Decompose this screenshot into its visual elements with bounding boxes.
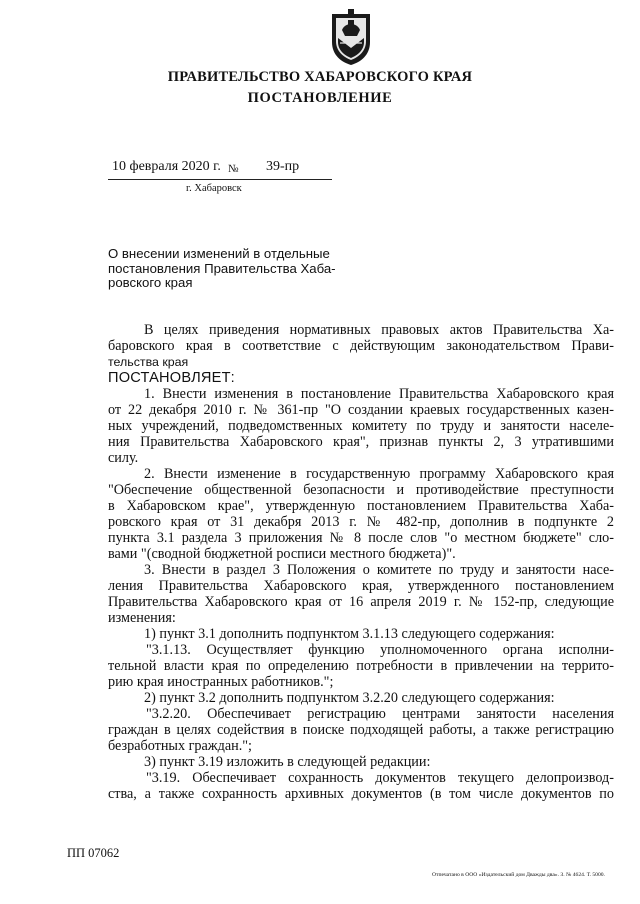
body-line: ния Правительства Хабаровского края", признав пункты 2, 3 утратившими	[108, 434, 614, 450]
document-type: ПОСТАНОВЛЕНИЕ	[247, 90, 393, 106]
body-line: вами "(сводной бюджетной росписи местного бюджета)".	[108, 546, 456, 562]
body-line: баровского края в соответствие с действующим законодательством Прави-	[108, 338, 614, 354]
document-subject	[108, 247, 348, 291]
body-line: В целях приведения нормативных правовых актов Правительства Ха-	[144, 322, 614, 338]
body-line: 3) пункт 3.19 изложить в следующей редакции:	[144, 754, 431, 770]
body-line: ления Правительства Хабаровского края, утвержденного постановлением	[108, 578, 614, 594]
document-city: г. Хабаровск	[186, 183, 242, 194]
printer-imprint: Отпечатано в ООО «Издательский дом Дважды два». З. № 4624. Т. 5000.	[432, 872, 605, 878]
body-line: в Хабаровском крае", утвержденную постановлением Правительства Хаба-	[108, 498, 614, 514]
body-line: 2. Внести изменение в государственную программу Хабаровского края	[144, 466, 614, 482]
body-line: "3.1.13. Осуществляет функцию уполномоченного органа исполни-	[146, 642, 614, 658]
government-name: ПРАВИТЕЛЬСТВО ХАБАРОВСКОГО КРАЯ	[167, 69, 473, 85]
body-line: от 22 декабря 2010 г. № 361-пр "О создании краевых государственных казен-	[108, 402, 614, 418]
body-line: граждан в целях содействия в поиске подходящей работы, а также регистрацию	[108, 722, 614, 738]
document-date: 10 февраля 2020 г.	[112, 159, 221, 174]
body-line: 3. Внести в раздел 3 Положения о комитете по труду и занятости насе-	[144, 562, 614, 578]
subject-line: постановления Правительства Хаба-	[108, 260, 336, 276]
subject-line: ровского края	[108, 275, 193, 291]
document-number: 39-пр	[266, 159, 300, 174]
body-line: "3.19. Обеспечивает сохранность документов текущего делопроизвод-	[146, 770, 614, 786]
body-line: Правительства Хабаровского края от 16 апреля 2019 г. № 152-пр, следующие	[108, 594, 614, 610]
body-line: тельства края	[108, 355, 189, 369]
document-code: ПП 07062	[67, 846, 120, 860]
body-line: ных учреждений, подведомственных комитету по труду и занятости населе-	[108, 418, 614, 434]
body-line: пункта 3.1 раздела 3 приложения № 8 после слов "о местном бюджете" сло-	[108, 530, 614, 546]
body-line: 1) пункт 3.1 дополнить подпунктом 3.1.13 следующего содержания:	[144, 626, 555, 642]
document-body	[108, 322, 614, 802]
body-line: тельной власти края по определению потребности в привлечении на террито-	[108, 658, 614, 674]
body-line: "Обеспечение общественной безопасности и противодействие преступности	[108, 482, 614, 498]
coat-of-arms-icon	[329, 8, 373, 66]
body-line: ства, а также сохранность архивных документов (в том числе документов по	[108, 786, 614, 802]
body-line: рию края иностранных работников.";	[108, 674, 334, 690]
body-line: "3.2.20. Обеспечивает регистрацию центрами занятости населения	[146, 706, 614, 722]
body-line: силу.	[108, 450, 139, 466]
date-number-line	[108, 159, 332, 180]
body-line: 2) пункт 3.2 дополнить подпунктом 3.2.20 следующего содержания:	[144, 690, 555, 706]
body-line: изменения:	[108, 610, 176, 626]
number-sign: №	[228, 163, 239, 175]
subject-line: О внесении изменений в отдельные	[108, 246, 330, 261]
body-line: ровского края от 31 декабря 2013 г. № 482-пр, дополнив в подпункте 2	[108, 514, 614, 530]
body-line: 1. Внести изменения в постановление Правительства Хабаровского края	[144, 386, 614, 402]
resolves-heading: ПОСТАНОВЛЯЕТ:	[108, 370, 235, 386]
body-line: безработных граждан.";	[108, 738, 252, 754]
